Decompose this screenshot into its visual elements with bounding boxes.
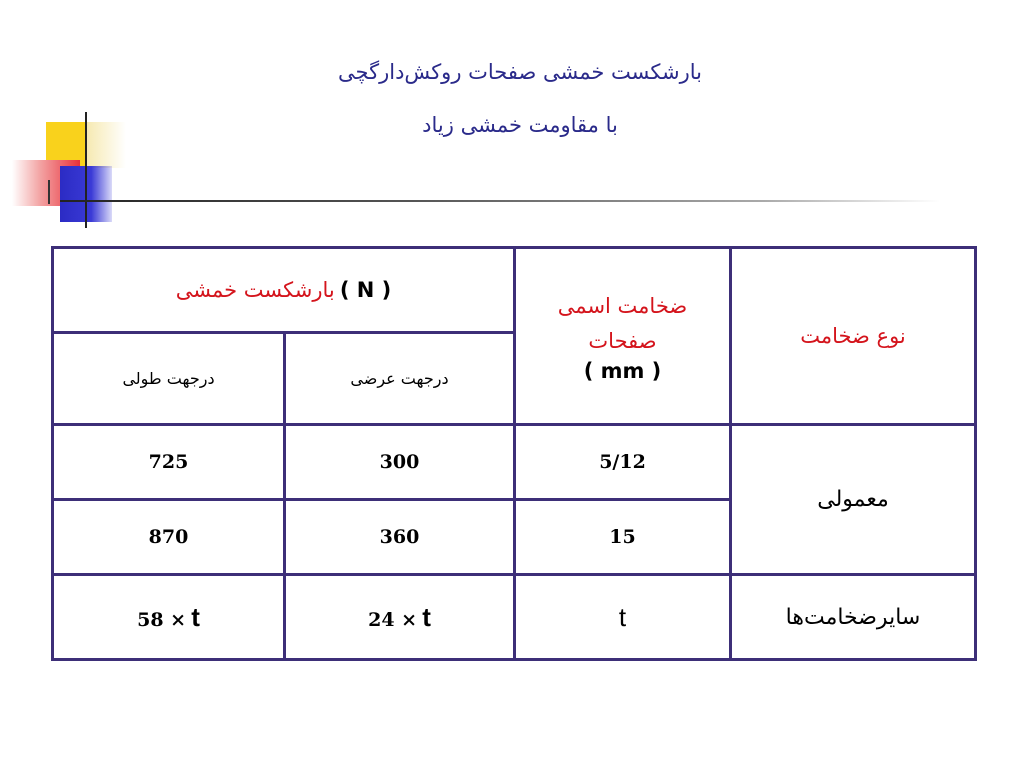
cell-longitudinal: 870 <box>148 526 189 548</box>
header-type <box>731 248 976 425</box>
cell-other-thickness <box>515 575 731 660</box>
other-transverse-t: t <box>422 601 431 632</box>
cell-thickness: 15 <box>609 526 636 548</box>
header-thickness-line1: ضخامت اسمی <box>557 294 688 319</box>
header-transverse-label: درجهت عرضی <box>350 369 449 388</box>
cell-transverse: 300 <box>379 451 420 473</box>
breaking-load-table <box>51 246 977 661</box>
other-label: سایرضخامت‌ها <box>785 604 921 630</box>
red-square <box>12 160 80 206</box>
header-breaking-load <box>53 248 515 333</box>
cell-longitudinal: 725 <box>148 451 189 473</box>
cell-other-transverse <box>285 575 515 660</box>
header-transverse <box>285 333 515 425</box>
header-thickness-unit: ( mm ) <box>583 358 662 383</box>
normal-label: معمولی <box>817 487 889 512</box>
header-thickness <box>515 248 731 425</box>
header-breaking-label: بارشکست خمشی <box>175 277 335 302</box>
header-thickness-line2: صفحات <box>588 329 657 353</box>
other-longitudinal-t: t <box>191 601 200 632</box>
cell-transverse: 360 <box>379 526 420 548</box>
page-title-line1: بارشکست خمشی صفحات روکش‌دارگچی <box>338 60 702 84</box>
table-row-other <box>53 575 976 660</box>
cell-other-longitudinal <box>53 575 285 660</box>
header-longitudinal-label: درجهت طولی <box>122 369 215 388</box>
other-transverse-rest: 24 × <box>368 608 418 631</box>
vertical-rule <box>85 112 87 228</box>
other-thickness-t: t <box>618 601 627 632</box>
horizontal-rule <box>60 200 940 202</box>
cell-normal <box>731 425 976 575</box>
yellow-square <box>46 122 86 168</box>
other-longitudinal-rest: 58 × <box>137 608 187 631</box>
cell-other-label <box>731 575 976 660</box>
header-longitudinal <box>53 333 285 425</box>
table-row <box>53 425 976 500</box>
yellow-fade <box>86 122 126 168</box>
page-title-line2: با مقاومت خمشی زیاد <box>422 113 618 137</box>
vertical-rule-small <box>48 180 50 204</box>
blue-square <box>60 166 112 222</box>
header-breaking-unit: ( N ) <box>339 277 392 302</box>
cell-thickness: 5/12 <box>599 451 646 473</box>
header-type-label: نوع ضخامت <box>800 323 906 348</box>
